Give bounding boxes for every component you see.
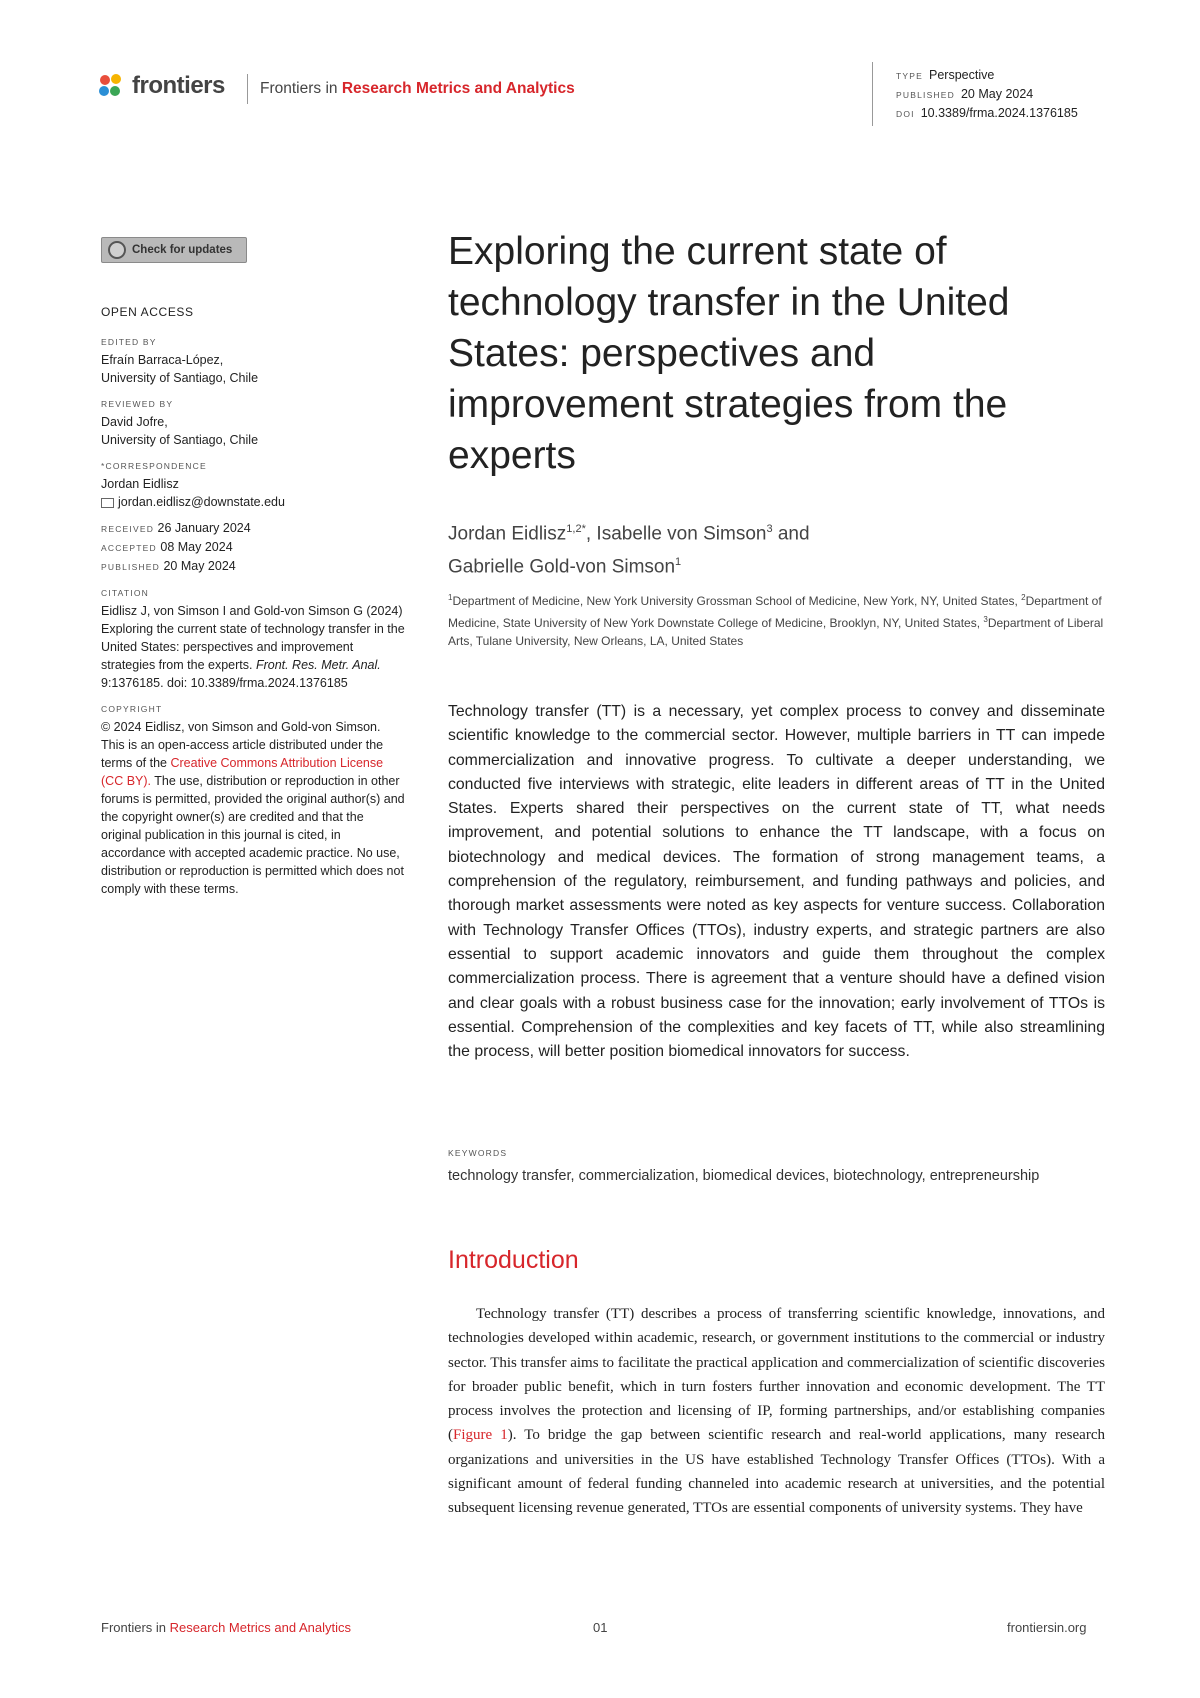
editor-affiliation: University of Santiago, Chile bbox=[101, 371, 259, 385]
affiliation-2: Department of Medicine, State University of New York Downstate College of Medicine, Brooklyn, NY, United States, bbox=[448, 594, 1102, 630]
received-value: 26 January 2024 bbox=[157, 521, 251, 535]
sidebar-published-label: PUBLISHED bbox=[101, 562, 160, 572]
affil2-sup: 2 bbox=[1021, 593, 1026, 602]
citation-label: CITATION bbox=[101, 588, 150, 598]
article-meta bbox=[896, 66, 1078, 123]
footer-journal-prefix: Frontiers in bbox=[101, 1620, 167, 1635]
author-gold-von-simson-sup: 1 bbox=[675, 556, 682, 569]
keywords-label: KEYWORDS bbox=[448, 1148, 508, 1158]
correspondence-name: Jordan Eidlisz bbox=[101, 477, 179, 491]
article-title: Exploring the current state of technology transfer in the United States: perspectives and improvement strategies from the experts bbox=[448, 230, 1010, 477]
intro-text-start: Technology transfer (TT) describes a process of transferring scientific knowledge, innovations, and technologies developed within academic, research, or government institutions to the commercial or industry sector. This transfer aims to facilitate the practical application and commercialization of scientific discoveries for broader public benefit, which in turn fosters further innovation and economic development. The TT process involves the protection and licensing of IP, forming partnerships, and/or establishing companies ( bbox=[448, 1306, 1105, 1444]
check-updates-label: Check for updates bbox=[132, 244, 233, 256]
frontiers-logo-icon bbox=[98, 73, 124, 99]
introduction-text bbox=[448, 1302, 1105, 1521]
update-icon bbox=[108, 241, 126, 259]
published-value: 20 May 2024 bbox=[960, 87, 1034, 101]
correspondence-email-row bbox=[101, 493, 406, 511]
citation-text bbox=[101, 602, 406, 692]
author-gold-von-simson[interactable]: Gabrielle Gold-von Simson bbox=[448, 556, 676, 578]
reviewer-name[interactable]: David Jofre, bbox=[101, 415, 168, 429]
type-value: Perspective bbox=[929, 68, 995, 82]
received-label: RECEIVED bbox=[101, 524, 155, 534]
received-row bbox=[101, 519, 406, 538]
footer-journal-name: Research Metrics and Analytics bbox=[169, 1620, 352, 1635]
keywords: technology transfer, commercialization, biomedical devices, biotechnology, entrepreneurship bbox=[448, 1168, 1040, 1184]
check-for-updates-button[interactable] bbox=[101, 237, 247, 263]
journal-title[interactable] bbox=[260, 80, 575, 98]
copyright-intro: © 2024 Eidlisz, von Simson and Gold-von Simson. This is an open-access article distributed under the terms of the bbox=[101, 720, 384, 770]
open-access-label: OPEN ACCESS bbox=[101, 305, 194, 319]
edited-by-label: EDITED BY bbox=[101, 337, 157, 347]
abstract: Technology transfer (TT) is a necessary, yet complex process to convey and disseminate scientific knowledge to the commercial sector. However, multiple barriers in TT can impede commercialization and innovative progress. To cultivate a deeper understanding, we conducted five interviews with strategic, elite leaders in different areas of TT in the United States. Experts shared their perspectives on the current state of TT, what needs improvement, and potential solutions to enhance the TT landscape, with a focus on biotechnology and medical devices. The formation of strong management teams, a comprehension of the regulatory, reimbursement, and funding pathways and policies, and thorough market assessments were noted as key aspects for venture success. Collaboration with Technology Transfer Offices (TTOs), industry experts, and strategic partners are also essential to support academic innovators and guide them throughout the complex commercialization process. There is agreement that a venture should have a defined vision and clear goals with a robust business case for the innovation; early involvement of TTOs is essential. Comprehension of the complexities and key facets of TT, while also streamlining the process, will better position biomedical innovators for success. bbox=[448, 703, 1105, 1061]
intro-text-end: ). To bridge the gap between scientific research and real-world applications, many research organizations and universities in the US have established Technology Transfer Offices (TTOs). With a significant amount of federal funding channeled into academic research at universities, and the potential subsequent licensing revenue generated, TTOs are essential components of university systems. They have bbox=[448, 1427, 1105, 1517]
meta-divider bbox=[872, 62, 873, 126]
copyright-terms: The use, distribution or reproduction in other forums is permitted, provided the original author(s) and the copyright owner(s) are credited and that the original publication in this journal is cited, in accordance with accepted academic practice. No use, distribution or reproduction is permitted which does not comply with these terms. bbox=[101, 774, 405, 896]
doi-label: DOI bbox=[896, 109, 915, 119]
citation-doi[interactable]: 9:1376185. doi: 10.3389/frma.2024.1376185 bbox=[101, 676, 348, 690]
author-von-simson[interactable]: , Isabelle von Simson bbox=[585, 523, 767, 545]
email-icon bbox=[101, 498, 114, 508]
accepted-label: ACCEPTED bbox=[101, 543, 157, 553]
cc-license-link[interactable]: Creative Commons Attribution License (CC BY). bbox=[101, 756, 384, 788]
published-row bbox=[101, 557, 406, 576]
copyright-label: COPYRIGHT bbox=[101, 704, 163, 714]
reviewer-affiliation: University of Santiago, Chile bbox=[101, 433, 259, 447]
copyright-text bbox=[101, 718, 406, 898]
accepted-row bbox=[101, 538, 406, 557]
affil1-sup: 1 bbox=[448, 593, 453, 602]
author-and: and bbox=[772, 523, 810, 545]
affil3-sup: 3 bbox=[983, 614, 988, 624]
journal-name: Research Metrics and Analytics bbox=[341, 80, 575, 97]
author-von-simson-sup: 3 bbox=[766, 523, 773, 535]
affiliation-1: Department of Medicine, New York University Grossman School of Medicine, New York, NY, United States, bbox=[452, 594, 1022, 608]
page-number: 01 bbox=[593, 1620, 608, 1635]
header-divider bbox=[247, 74, 248, 104]
correspondence-email[interactable]: jordan.eidlisz@downstate.edu bbox=[118, 495, 285, 509]
editor-name[interactable]: Efraín Barraca-López, bbox=[101, 353, 224, 367]
affiliation-3: Department of Liberal Arts, Tulane University, New Orleans, LA, United States bbox=[448, 615, 1104, 648]
footer-journal[interactable] bbox=[101, 1620, 351, 1635]
type-label: TYPE bbox=[896, 71, 924, 81]
brand-name: frontiers bbox=[132, 72, 225, 99]
author-eidlisz-sup: 1,2* bbox=[566, 523, 586, 535]
doi-value[interactable]: 10.3389/frma.2024.1376185 bbox=[920, 106, 1078, 120]
author-list bbox=[448, 515, 1108, 582]
affiliations bbox=[448, 589, 1108, 651]
introduction-heading: Introduction bbox=[448, 1246, 579, 1274]
accepted-value: 08 May 2024 bbox=[160, 540, 233, 554]
reviewed-by-label: REVIEWED BY bbox=[101, 399, 174, 409]
journal-prefix: Frontiers in bbox=[260, 80, 338, 97]
sidebar bbox=[101, 303, 406, 898]
published-label: PUBLISHED bbox=[896, 90, 955, 100]
correspondence-label: *CORRESPONDENCE bbox=[101, 461, 207, 471]
frontiers-logo[interactable] bbox=[98, 72, 225, 100]
figure-1-link[interactable]: Figure 1 bbox=[453, 1427, 508, 1444]
sidebar-published-value: 20 May 2024 bbox=[163, 559, 236, 573]
citation-journal: Front. Res. Metr. Anal. bbox=[255, 658, 381, 672]
footer-site-link[interactable]: frontiersin.org bbox=[1007, 1620, 1087, 1635]
author-eidlisz[interactable]: Jordan Eidlisz bbox=[448, 523, 567, 545]
citation-body: Eidlisz J, von Simson I and Gold-von Simson G (2024) Exploring the current state of technology transfer in the United States: perspectives and improvement strategies from the experts. bbox=[101, 604, 405, 672]
